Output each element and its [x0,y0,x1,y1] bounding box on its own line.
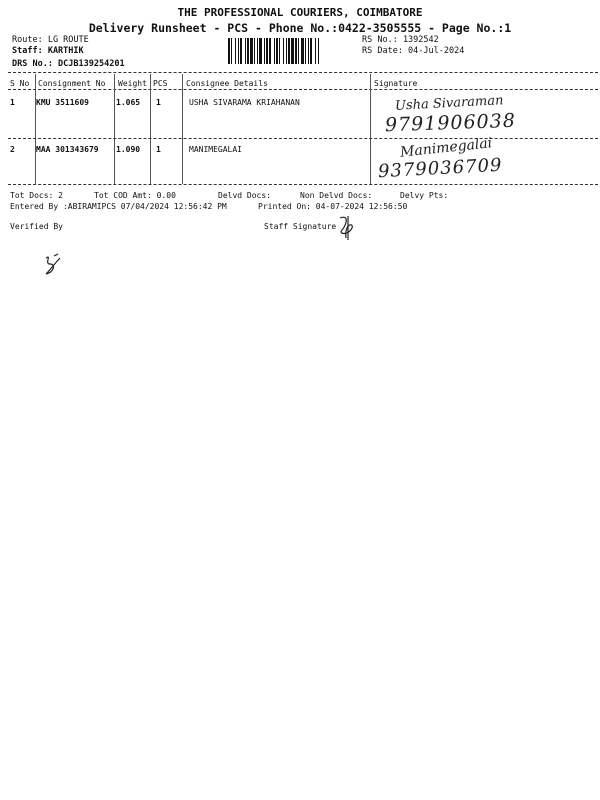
row-weight: 1.090 [116,145,141,154]
table-top-rule [8,72,598,73]
verified-by: Verified By [10,222,63,231]
printed-on: Printed On: 04-07-2024 12:56:50 [258,202,408,211]
runsheet-subtitle: Delivery Runsheet - PCS - Phone No.:0422-3505555 - Page No.:1 [88,21,512,35]
handwritten-signature: Usha Sivaraman [394,93,504,114]
handwritten-phone: 9379036709 [377,154,503,183]
row-consignee: USHA SIVARAMA KRIAHANAN [189,98,300,107]
entered-by: Entered By :ABIRAMIPCS 07/04/2024 12:56:42 PM [10,202,227,211]
staff-signature-label: Staff Signature [264,222,337,231]
col-divider [114,74,115,184]
staff-signature-scribble [336,212,358,242]
row-sno: 2 [10,145,15,154]
row-pcs: 1 [156,98,161,107]
tot-docs: Tot Docs: 2 [10,191,63,200]
handwritten-phone: 9791906038 [384,109,517,137]
col-pcs: PCS [153,79,168,88]
table-bottom-rule [8,184,598,185]
verifier-initials-scribble [40,252,64,278]
tot-cod-amt: Tot COD Amt: 0.00 [94,191,176,200]
row-consignment: MAA 301343679 [36,145,99,154]
col-weight: Weight [118,79,147,88]
delvy-pts: Delvy Pts: [400,191,449,200]
row-consignment: KMU 3511609 [36,98,89,107]
col-consignee: Consignee Details [186,79,268,88]
rs-number: RS No.: 1392542 [362,35,439,45]
col-divider [182,74,183,184]
staff-label: Staff: KARTHIK [12,46,84,56]
rs-date: RS Date: 04-Jul-2024 [362,46,465,56]
table-header-rule [8,89,598,90]
route-label: Route: LG ROUTE [12,35,89,45]
barcode-image [228,38,354,64]
col-sno: S No [10,79,30,88]
non-delvd-docs: Non Delvd Docs: [300,191,373,200]
row-weight: 1.065 [116,98,141,107]
col-signature: Signature [374,79,418,88]
row-sno: 1 [10,98,15,107]
handwritten-signature: Manimegalai [399,135,493,161]
row-pcs: 1 [156,145,161,154]
col-divider [150,74,151,184]
col-divider [35,74,36,184]
row-rule [8,138,598,139]
delvd-docs: Delvd Docs: [218,191,271,200]
col-divider [370,74,371,184]
company-title: THE PROFESSIONAL COURIERS, COIMBATORE [177,6,423,19]
col-consignment: Consignment No [38,79,106,88]
drs-number: DRS No.: DCJB139254201 [12,59,125,69]
row-consignee: MANIMEGALAI [189,145,242,154]
